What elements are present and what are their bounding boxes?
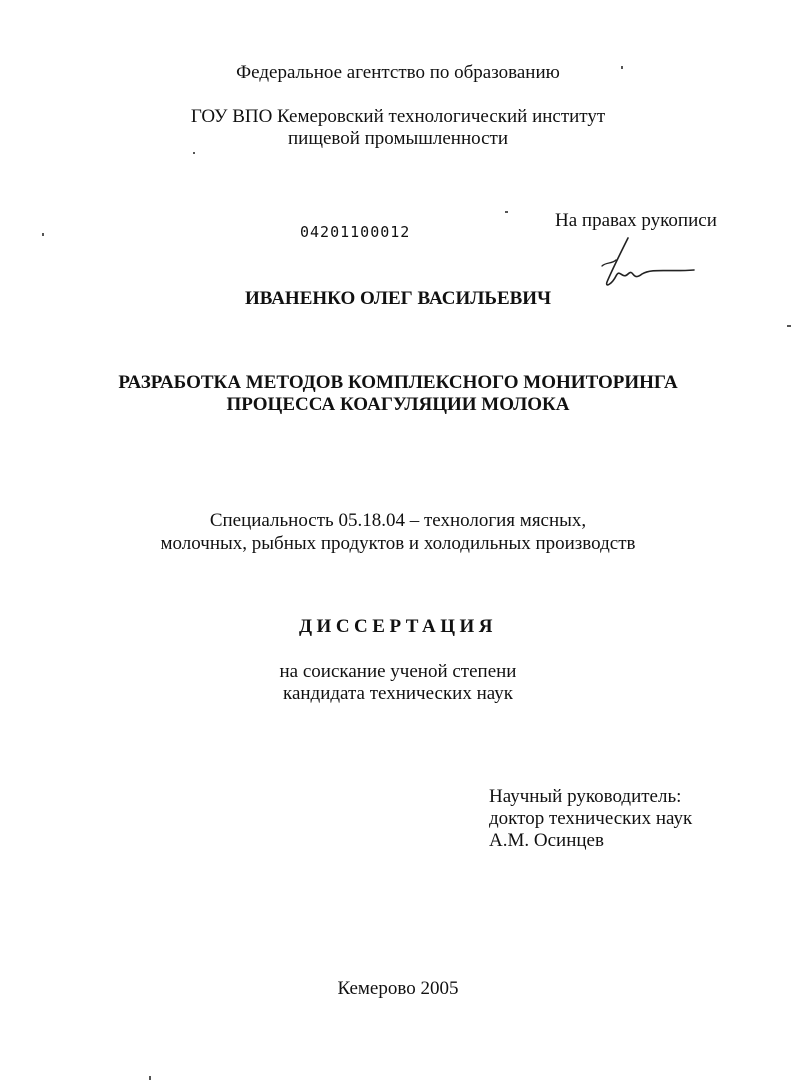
place-year: Кемерово 2005 <box>337 978 459 999</box>
title-line-1: РАЗРАБОТКА МЕТОДОВ КОМПЛЕКСНОГО МОНИТОРИНГА <box>118 372 678 393</box>
scan-speck <box>193 152 195 154</box>
degree-line-2: кандидата технических наук <box>283 683 513 704</box>
specialty-line-1: Специальность 05.18.04 – технология мясных, <box>209 510 587 531</box>
supervisor-name: А.М. Осинцев <box>489 830 604 851</box>
agency-line: Федеральное агентство по образованию <box>236 62 560 83</box>
document-type: ДИССЕРТАЦИЯ <box>298 616 498 637</box>
registration-number: 04201100012 <box>300 223 411 241</box>
signature-image <box>598 236 698 292</box>
manuscript-rights: На правах рукописи <box>555 210 717 231</box>
scan-speck <box>42 233 44 236</box>
degree-line-1: на соискание ученой степени <box>279 661 517 682</box>
scan-speck <box>787 325 791 327</box>
scan-speck <box>505 211 508 213</box>
supervisor-label: Научный руководитель: <box>489 786 682 807</box>
specialty-line-2: молочных, рыбных продуктов и холодильных производств <box>160 533 636 554</box>
title-line-2: ПРОЦЕССА КОАГУЛЯЦИИ МОЛОКА <box>226 394 570 415</box>
author-name: ИВАНЕНКО ОЛЕГ ВАСИЛЬЕВИЧ <box>244 288 552 309</box>
institute-line-1: ГОУ ВПО Кемеровский технологический институт <box>190 106 606 127</box>
supervisor-degree: доктор технических наук <box>489 808 693 829</box>
scan-speck <box>621 66 623 69</box>
scan-speck <box>149 1076 151 1080</box>
institute-line-2: пищевой промышленности <box>287 128 508 149</box>
